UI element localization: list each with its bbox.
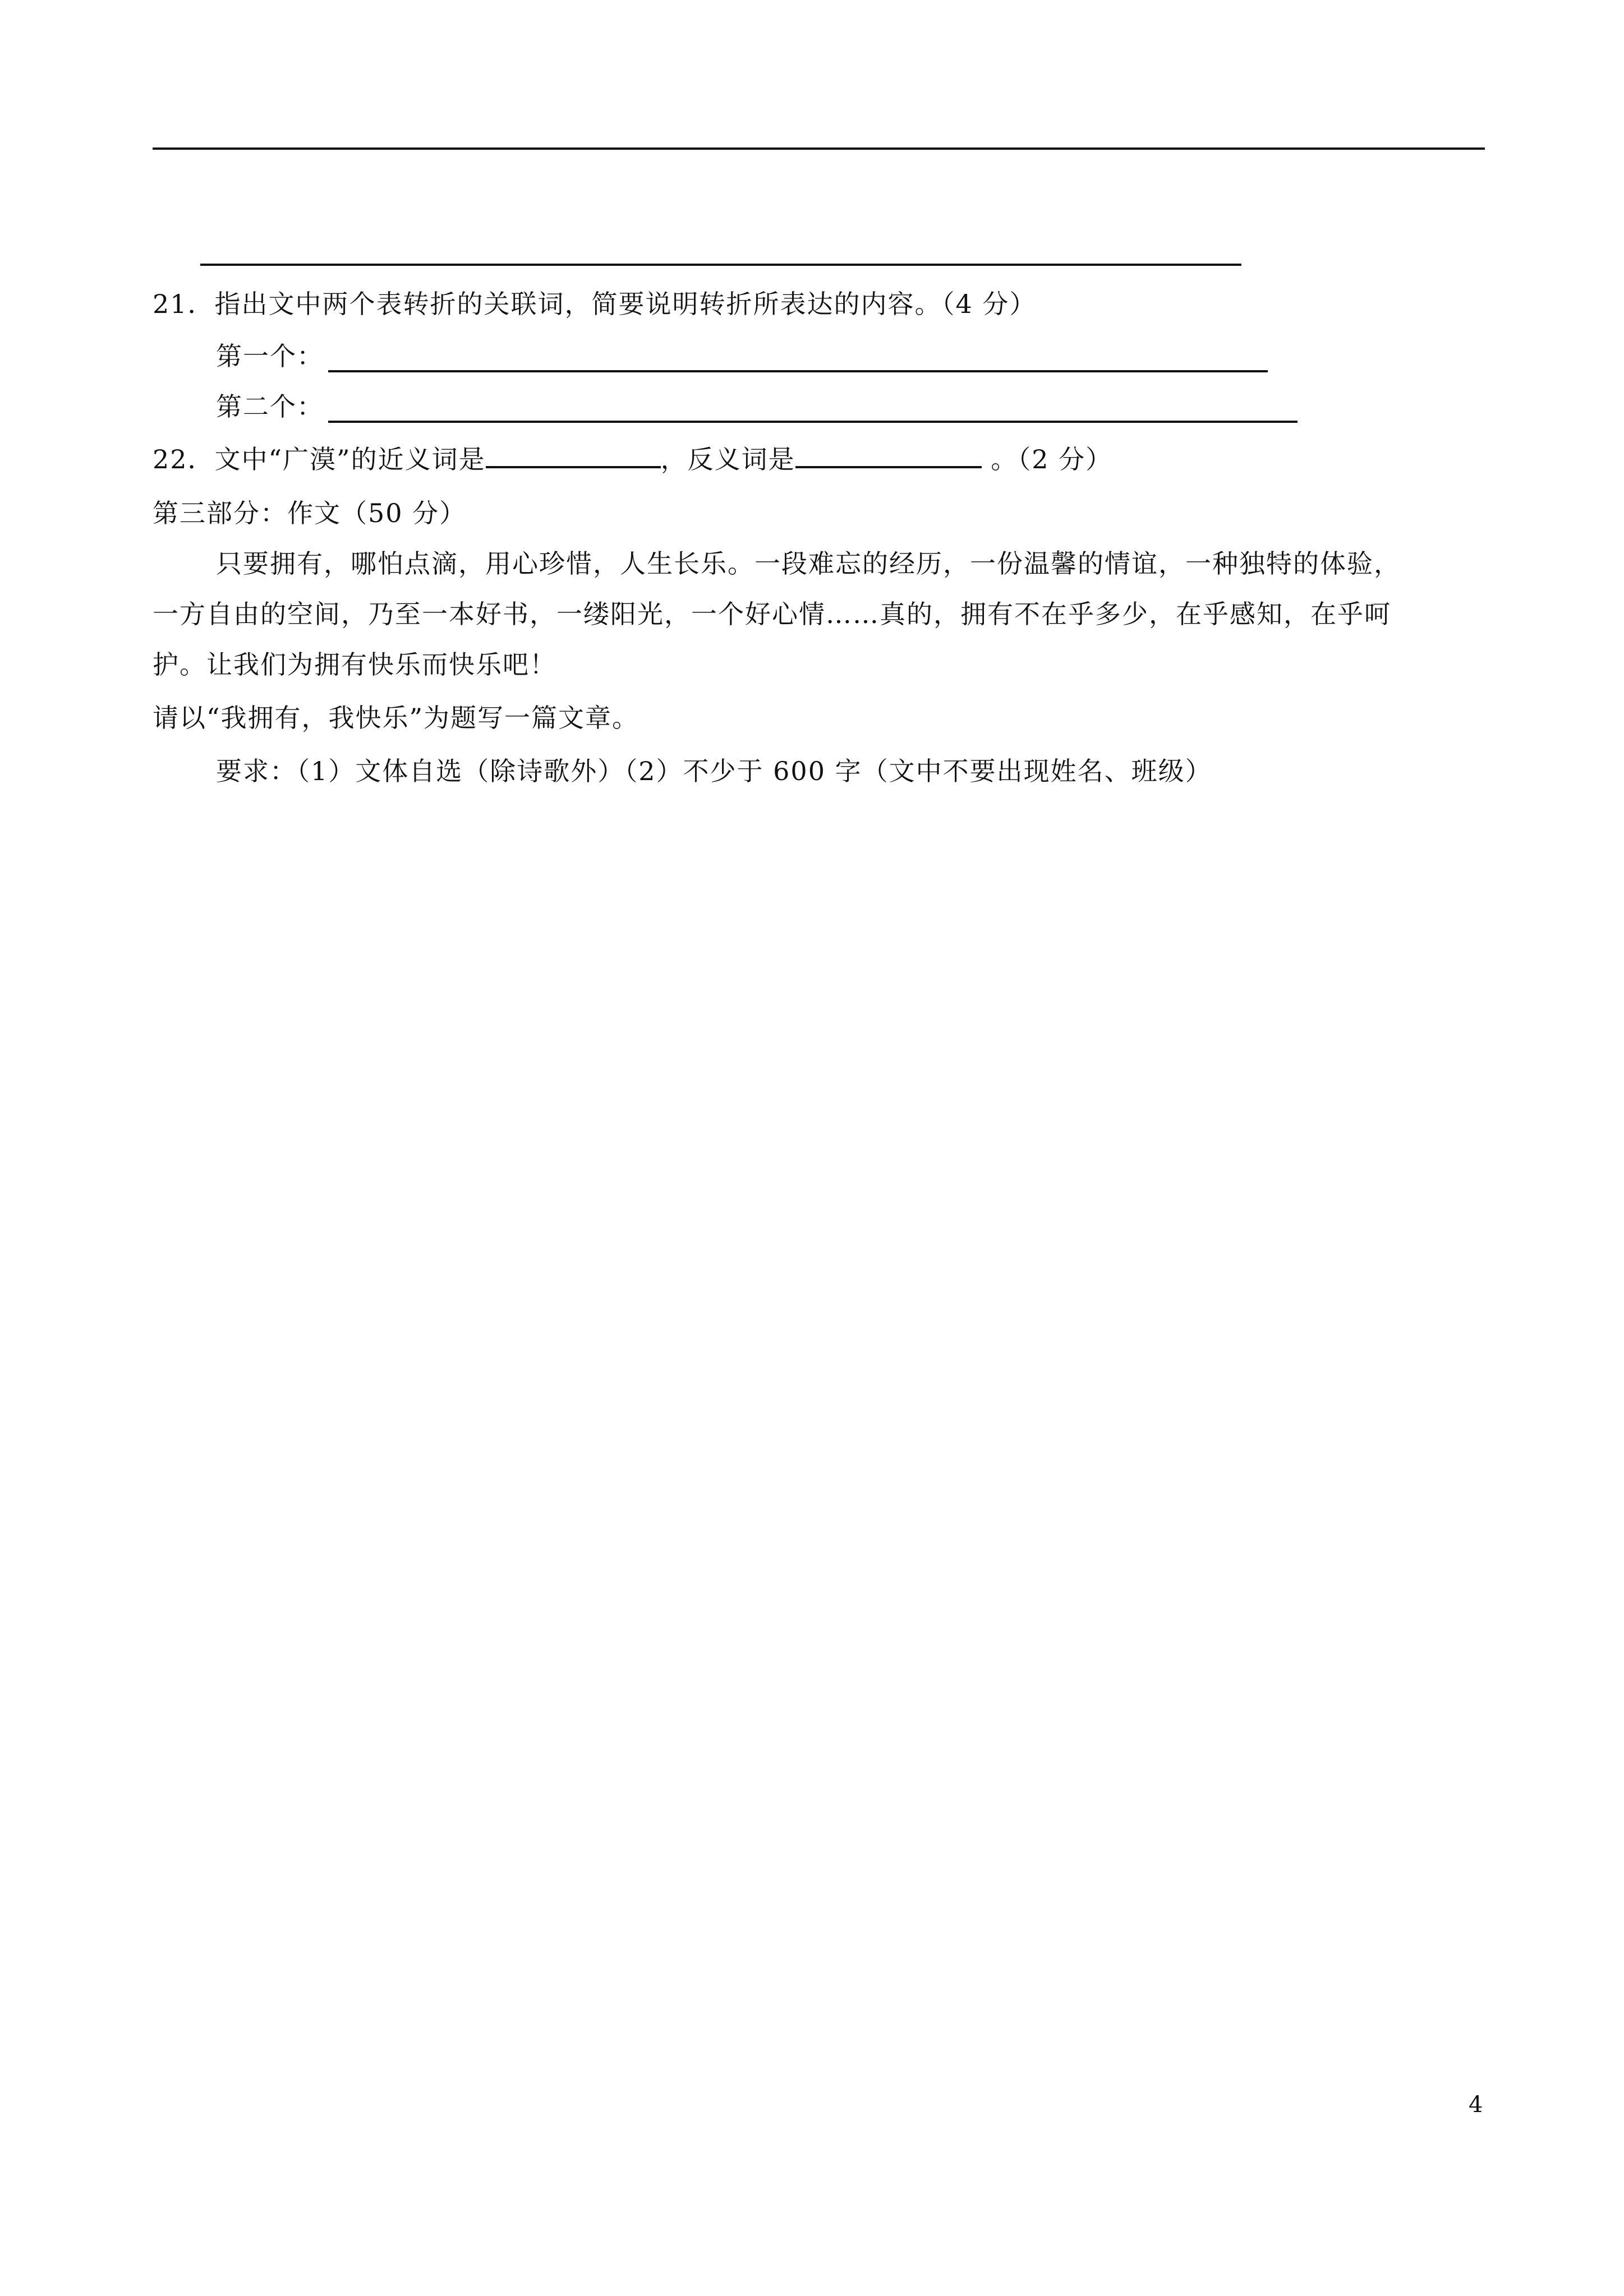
question-22-text-part1: 22．文中“广漠”的近义词是 (153, 444, 486, 474)
question-22-line (153, 441, 1112, 476)
question-21-second-label: 第二个： (216, 391, 324, 422)
essay-paragraph-line-2: 一方自由的空间，乃至一本好书，一缕阳光，一个好心情……真的，拥有不在乎多少，在乎感知，在乎呵 (153, 599, 1391, 629)
answer-line-previous[interactable] (200, 264, 1241, 266)
question-22-text-part3: 。（2 分） (981, 444, 1113, 474)
question-22-antonym-blank[interactable] (795, 441, 982, 468)
essay-requirements: 要求：（1）文体自选（除诗歌外）（2）不少于 600 字（文中不要出现姓名、班级） (216, 756, 1212, 786)
question-21-text: 21．指出文中两个表转折的关联词，简要说明转折所表达的内容。（4 分） (153, 289, 1037, 319)
header-rule (153, 147, 1485, 150)
part3-heading: 第三部分：作文（50 分） (153, 498, 467, 528)
question-21-second-answer-line[interactable] (328, 421, 1298, 423)
question-22-text-part2: ，反义词是 (660, 444, 795, 474)
page-number: 4 (1469, 2092, 1483, 2118)
question-22-synonym-blank[interactable] (486, 441, 661, 468)
question-21-first-label: 第一个： (216, 341, 324, 371)
essay-prompt: 请以“我拥有，我快乐”为题写一篇文章。 (153, 703, 640, 733)
essay-paragraph-line-1: 只要拥有，哪怕点滴，用心珍惜，人生长乐。一段难忘的经历，一份温馨的情谊，一种独特的体验， (216, 548, 1401, 579)
essay-paragraph-line-3: 护。让我们为拥有快乐而快乐吧！ (153, 649, 556, 680)
question-21-first-answer-line[interactable] (328, 370, 1268, 372)
